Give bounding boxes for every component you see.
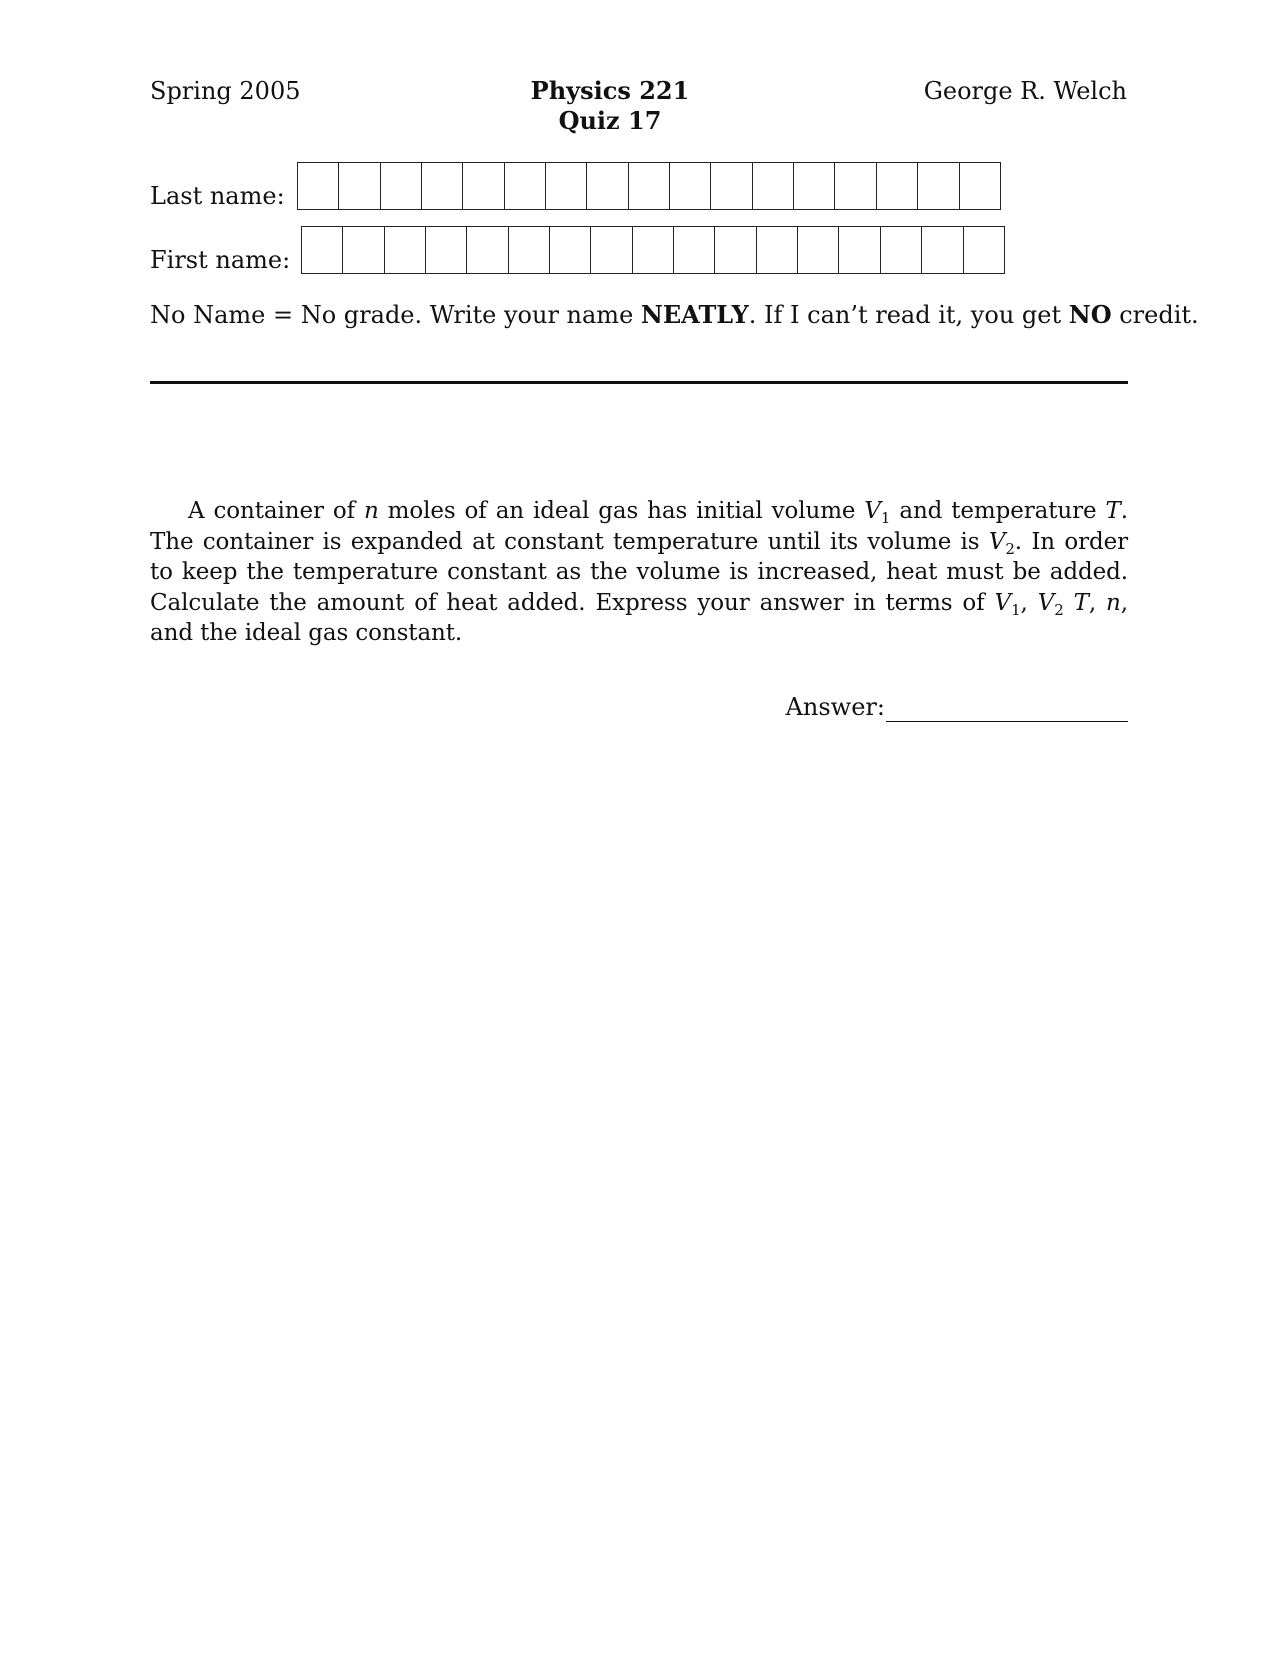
first-name-letter-box[interactable] [674, 226, 715, 274]
course-title: Physics 221 [530, 76, 690, 105]
var-n: n [1106, 589, 1121, 616]
last-name-letter-box[interactable] [960, 162, 1001, 210]
last-name-letter-box[interactable] [339, 162, 380, 210]
notice-bold-no: NO [1068, 300, 1112, 329]
last-name-letter-box[interactable] [546, 162, 587, 210]
last-name-letter-box[interactable] [835, 162, 876, 210]
first-name-letter-box[interactable] [633, 226, 674, 274]
problem-text: , [1020, 589, 1038, 616]
last-name-letter-box[interactable] [298, 162, 339, 210]
problem-text [1064, 590, 1074, 616]
last-name-letter-box[interactable] [381, 162, 422, 210]
problem-text: , and the ideal gas constant. [150, 589, 1128, 646]
last-name-letter-box[interactable] [877, 162, 918, 210]
first-name-letter-box[interactable] [591, 226, 632, 274]
var-subscript: 2 [1005, 539, 1015, 558]
notice-text-2: . If I can’t read it, you get [748, 301, 1069, 329]
notice-bold-neatly: NEATLY [640, 300, 749, 329]
last-name-letter-box[interactable] [753, 162, 794, 210]
last-name-letter-box[interactable] [711, 162, 752, 210]
var-t: T [1105, 498, 1121, 524]
problem-text: and temperature [890, 498, 1106, 524]
last-name-letter-box[interactable] [422, 162, 463, 210]
var-subscript: 1 [880, 509, 891, 527]
first-name-letter-box[interactable] [343, 226, 384, 274]
first-name-letter-box[interactable] [881, 226, 922, 274]
var-t: T [1073, 589, 1089, 616]
first-name-letter-box[interactable] [839, 226, 880, 274]
last-name-letter-box[interactable] [629, 162, 670, 210]
var-subscript: 2 [1054, 600, 1064, 619]
var-v: V [864, 498, 881, 524]
first-name-label: First name: [150, 246, 291, 274]
notice-text-3: credit. [1111, 301, 1199, 329]
first-name-letter-box[interactable] [964, 226, 1005, 274]
var-v: V [994, 589, 1012, 616]
last-name-letter-box[interactable] [794, 162, 835, 210]
problem-text: , [1088, 589, 1107, 616]
first-name-letter-box[interactable] [385, 226, 426, 274]
first-name-letter-box[interactable] [302, 226, 343, 274]
last-name-letter-box[interactable] [918, 162, 959, 210]
term-label: Spring 2005 [150, 77, 301, 105]
first-name-letter-box[interactable] [715, 226, 756, 274]
last-name-letter-box[interactable] [463, 162, 504, 210]
answer-blank[interactable] [886, 697, 1128, 722]
var-v: V [1037, 589, 1055, 616]
answer-area [786, 692, 1128, 722]
problem-text: moles of an ideal gas has initial volume [378, 498, 865, 524]
quiz-title: Quiz 17 [558, 106, 662, 135]
last-name-letter-box[interactable] [587, 162, 628, 210]
name-notice [150, 300, 1199, 330]
problem-text: A container of [188, 498, 364, 524]
var-n: n [363, 498, 379, 524]
section-divider [150, 381, 1128, 384]
first-name-letter-box[interactable] [757, 226, 798, 274]
var-subscript: 1 [1011, 600, 1021, 619]
problem-text: . In order to keep the temperature constant as the volume is increased, heat must be added. Calculate the amount of heat added. Express your answer in terms of [150, 528, 1128, 616]
course-heading [460, 76, 760, 136]
first-name-letter-box[interactable] [467, 226, 508, 274]
first-name-letter-box[interactable] [509, 226, 550, 274]
last-name-boxes[interactable] [297, 162, 1001, 210]
first-name-boxes[interactable] [301, 226, 1005, 274]
first-name-letter-box[interactable] [922, 226, 963, 274]
first-name-letter-box[interactable] [426, 226, 467, 274]
first-name-letter-box[interactable] [798, 226, 839, 274]
last-name-letter-box[interactable] [505, 162, 546, 210]
problem-statement [150, 496, 1128, 649]
instructor-name: George R. Welch [923, 77, 1127, 105]
last-name-label: Last name: [150, 182, 285, 210]
first-name-letter-box[interactable] [550, 226, 591, 274]
problem-text: . The container is expanded at constant temperature until its volume is [150, 498, 1128, 555]
var-v: V [988, 528, 1006, 555]
answer-label: Answer: [785, 693, 885, 721]
notice-text-1: No Name = No grade. Write your name [150, 301, 641, 329]
last-name-letter-box[interactable] [670, 162, 711, 210]
